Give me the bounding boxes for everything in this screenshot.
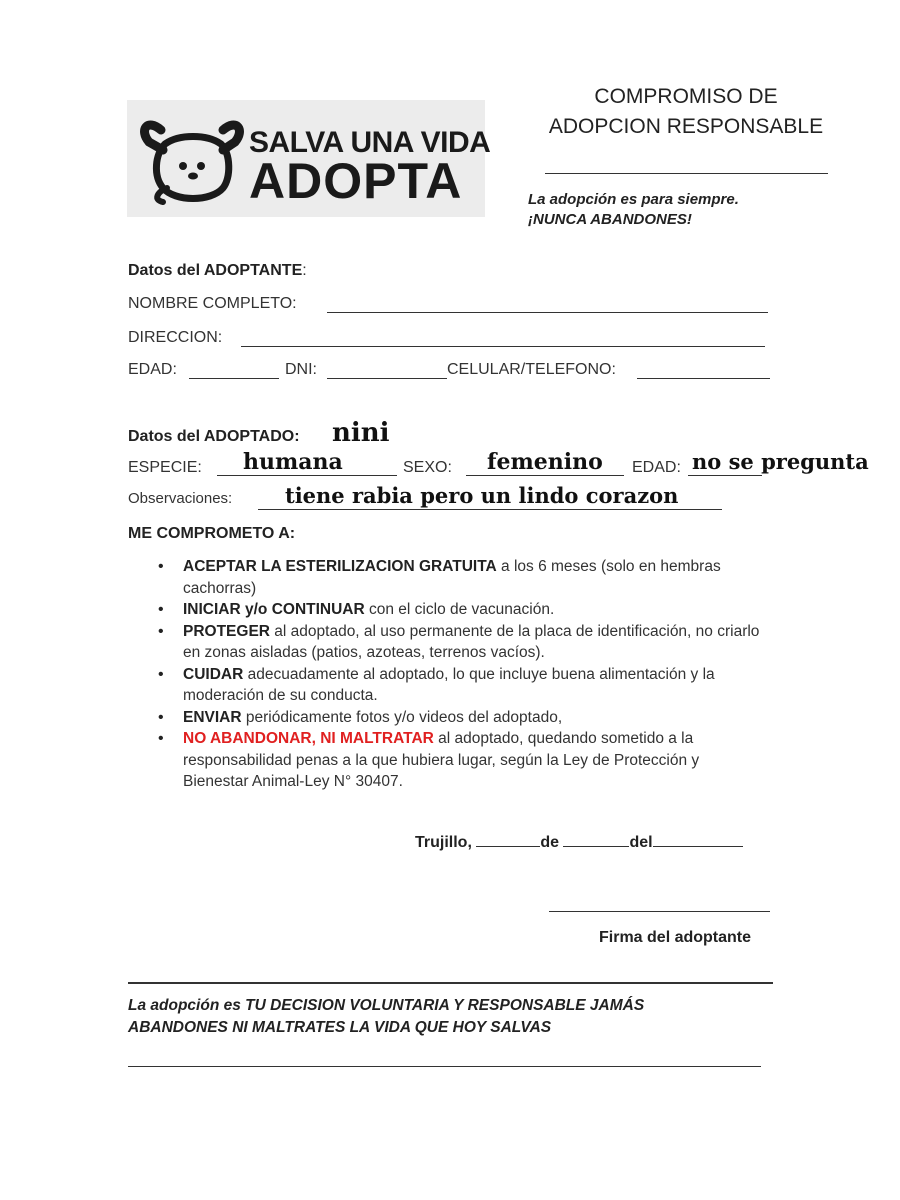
observaciones-label: Observaciones: (128, 490, 233, 507)
sexo-value[interactable]: femenino (487, 449, 603, 475)
title-line1: COMPROMISO DE (594, 85, 778, 108)
footer-text (128, 995, 644, 1039)
celular-field[interactable] (637, 378, 770, 379)
footer-line2: ABANDONES NI MALTRATES LA VIDA QUE HOY SALVAS (128, 1019, 552, 1036)
title-line2: ADOPCION RESPONSABLE (548, 115, 824, 138)
list-item: • PROTEGER al adoptado, al uso permanente de la placa de identificación, no criarlo en zonas aisladas (patios, azoteas, terrenos vacíos). (158, 621, 768, 664)
observaciones-value[interactable]: tiene rabia pero un lindo corazon (285, 483, 679, 508)
fecha-line: Trujillo, de del (415, 832, 743, 852)
edad-adoptante-label: EDAD: (128, 361, 177, 378)
footer-divider (128, 982, 773, 984)
adoptante-heading: Datos del ADOPTANTE: (128, 262, 307, 279)
tagline (528, 190, 739, 230)
nombre-field[interactable] (327, 312, 768, 313)
especie-label: ESPECIE: (128, 459, 202, 476)
footer-bottom-line (128, 1066, 761, 1067)
tagline-line2: ¡NUNCA ABANDONES! (528, 211, 692, 228)
list-item: • NO ABANDONAR, NI MALTRATAR al adoptado, quedando sometido a la responsabilidad penas a la que hubiera lugar, según la Ley de Protección y Bienestar Animal-Ley N° 30407. (158, 728, 768, 793)
sexo-label: SEXO: (403, 459, 452, 476)
especie-value[interactable]: humana (243, 449, 343, 475)
list-item: • ENVIAR periódicamente fotos y/o videos del adoptado, (158, 707, 768, 729)
logo (127, 100, 491, 217)
footer-line1: La adopción es TU DECISION VOLUNTARIA Y RESPONSABLE JAMÁS (128, 997, 645, 1014)
adoptado-heading: Datos del ADOPTADO: (128, 428, 300, 445)
direccion-field[interactable] (241, 346, 765, 347)
title-underline (545, 173, 828, 174)
dog-face-icon (139, 108, 247, 208)
edad-adoptado-field[interactable] (688, 475, 762, 476)
dni-field[interactable] (327, 378, 447, 379)
logo-text-line1: SALVA UNA VIDA (249, 126, 491, 159)
list-item: • CUIDAR adecuadamente al adoptado, lo que incluye buena alimentación y la moderación de su conducta. (158, 664, 768, 707)
fecha-dia-field[interactable] (476, 832, 540, 847)
compromiso-list (158, 556, 768, 793)
direccion-label: DIRECCION: (128, 329, 223, 346)
edad-adoptante-field[interactable] (189, 378, 279, 379)
edad-adoptado-label: EDAD: (632, 459, 681, 476)
dni-label: DNI: (285, 361, 317, 378)
compromiso-heading: ME COMPROMETO A: (128, 525, 296, 542)
list-item: • INICIAR y/o CONTINUAR con el ciclo de vacunación. (158, 599, 768, 621)
celular-label: CELULAR/TELEFONO: (447, 361, 616, 378)
tagline-line1: La adopción es para siempre. (528, 191, 739, 208)
nombre-label: NOMBRE COMPLETO: (128, 295, 297, 312)
edad-adoptado-value[interactable]: no se pregunta (692, 449, 869, 474)
list-item: • ACEPTAR LA ESTERILIZACION GRATUITA a los 6 meses (solo en hembras cachorras) (158, 556, 768, 599)
fecha-anio-field[interactable] (653, 832, 743, 847)
especie-field[interactable] (217, 475, 397, 476)
sexo-field[interactable] (466, 475, 624, 476)
adoptado-name-value[interactable]: nini (332, 418, 390, 448)
document-title (528, 82, 844, 142)
fecha-mes-field[interactable] (563, 832, 629, 847)
logo-text-line2: ADOPTA (249, 153, 463, 209)
firma-field[interactable] (549, 911, 770, 912)
observaciones-field[interactable] (258, 509, 722, 510)
firma-label: Firma del adoptante (599, 929, 752, 946)
